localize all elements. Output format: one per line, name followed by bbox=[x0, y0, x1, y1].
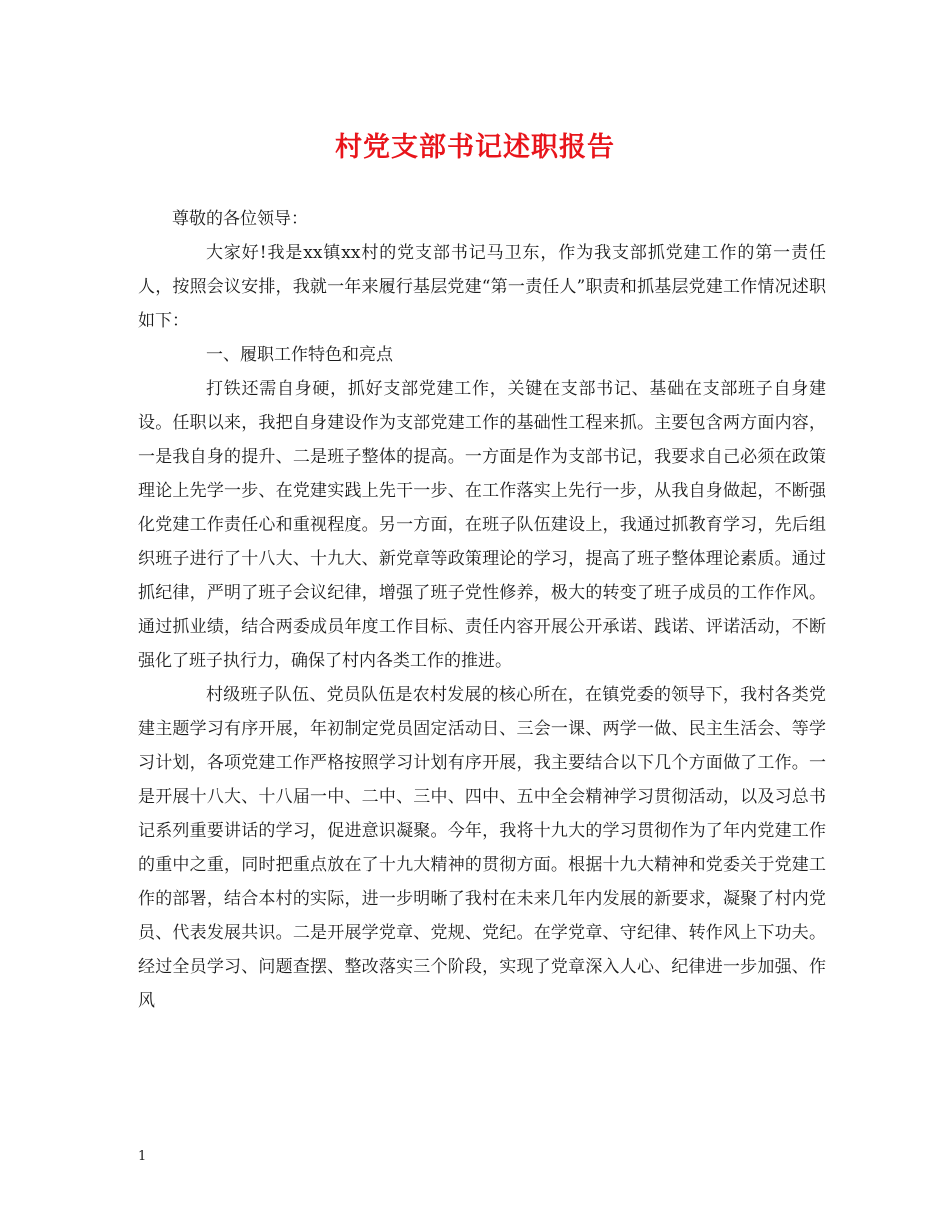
section-heading: 一、履职工作特色和亮点 bbox=[206, 345, 393, 365]
salutation: 尊敬的各位领导： bbox=[172, 209, 308, 229]
document-body bbox=[138, 202, 826, 1018]
paragraph-greeting: 大家好!我是xx镇xx村的党支部书记马卫东，作为我支部抓党建工作的第一责任人，按照会议安排，我就一年来履行基层党建“第一责任人”职责和抓基层党建工作情况述职如下： bbox=[138, 243, 826, 331]
page-number: 1 bbox=[138, 1149, 147, 1164]
document-title: 村党支部书记述职报告 bbox=[335, 132, 615, 163]
paragraph-party-study: 村级班子队伍、党员队伍是农村发展的核心所在，在镇党委的领导下，我村各类党建主题学习有序开展，年初制定党员固定活动日、三会一课、两学一做、民主生活会、等学习计划，各项党建工作严格按照学习计划有序开展，我主要结合以下几个方面做了工作。一是开展十八大、十八届一中、二中、三中、四中、五中全会精神学习贯彻活动，以及习总书记系列重要讲话的学习，促进意识凝聚。今年，我将十九大的学习贯彻作为了年内党建工作的重中之重，同时把重点放在了十九大精神的贯彻方面。根据十九大精神和党委关于党建工作的部署，结合本村的实际，进一步明晰了我村在未来几年内发展的新要求，凝聚了村内党员、代表发展共识。二是开展学党章、党规、党纪。在学党章、守纪律、转作风上下功夫。经过全员学习、问题查摆、整改落实三个阶段，实现了党章深入人心、纪律进一步加强、作风 bbox=[138, 685, 826, 1011]
paragraph-self-construction: 打铁还需自身硬，抓好支部党建工作，关键在支部书记、基础在支部班子自身建设。任职以来，我把自身建设作为支部党建工作的基础性工程来抓。主要包含两方面内容，一是我自身的提升、二是班子整体的提高。一方面是作为支部书记，我要求自己必须在政策理论上先学一步、在党建实践上先干一步、在工作落实上先行一步，从我自身做起，不断强化党建工作责任心和重视程度。另一方面，在班子队伍建设上，我通过抓教育学习，先后组织班子进行了十八大、十九大、新党章等政策理论的学习，提高了班子整体理论素质。通过抓纪律，严明了班子会议纪律，增强了班子党性修养，极大的转变了班子成员的工作作风。通过抓业绩，结合两委成员年度工作目标、责任内容开展公开承诺、践诺、评诺活动，不断强化了班子执行力，确保了村内各类工作的推进。 bbox=[138, 379, 826, 671]
